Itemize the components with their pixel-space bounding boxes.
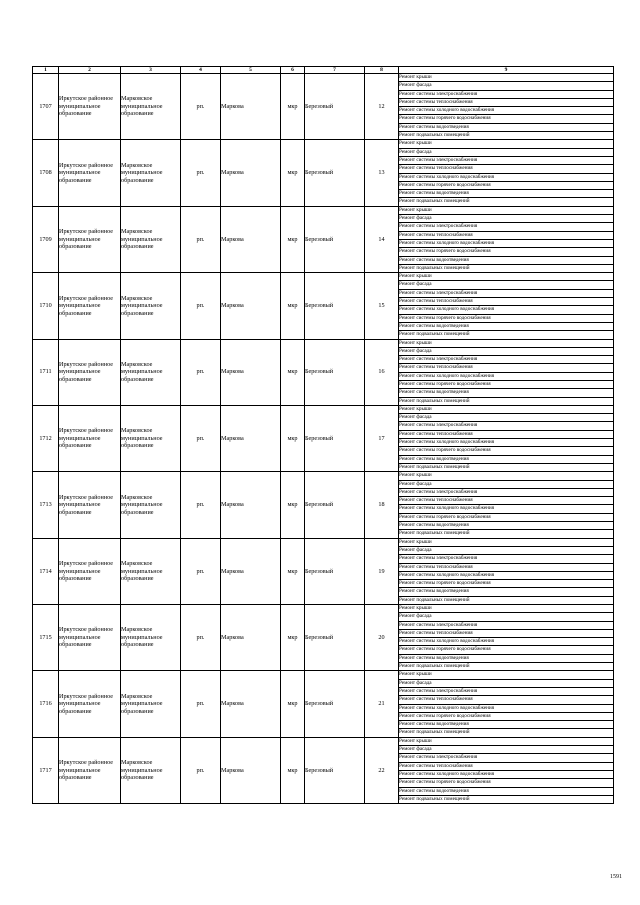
work-type-cell: Ремонт подвальных помещений [399, 331, 614, 339]
work-type-cell: Ремонт системы водоотведения [399, 322, 614, 330]
district-cell: Иркутское районное муниципальное образование [59, 339, 121, 405]
work-type-cell: Ремонт фасада [399, 347, 614, 355]
house-number-cell: 18 [365, 472, 399, 538]
work-type-cell: Ремонт системы водоотведения [399, 654, 614, 662]
locality-type-cell: рп. [181, 74, 221, 140]
table-row [33, 74, 614, 82]
row-number: 1709 [33, 206, 59, 272]
table-row [33, 671, 614, 679]
work-type-cell: Ремонт системы холодного водоснабжения [399, 306, 614, 314]
street-cell: Березовый [305, 140, 365, 206]
column-number: 9 [399, 67, 614, 74]
work-type-cell: Ремонт системы электроснабжения [399, 356, 614, 364]
repair-program-table [32, 66, 614, 804]
column-number: 5 [221, 67, 281, 74]
house-number-cell: 19 [365, 538, 399, 604]
work-type-cell: Ремонт системы электроснабжения [399, 90, 614, 98]
district-cell: Иркутское районное муниципальное образование [59, 140, 121, 206]
work-type-cell: Ремонт системы теплоснабжения [399, 762, 614, 770]
row-number: 1715 [33, 605, 59, 671]
locality-cell: Маркова [221, 472, 281, 538]
work-type-cell: Ремонт системы теплоснабжения [399, 364, 614, 372]
table-row [33, 472, 614, 480]
house-number-cell: 17 [365, 405, 399, 471]
district-cell: Иркутское районное муниципальное образование [59, 405, 121, 471]
table-row [33, 405, 614, 413]
house-number-cell: 14 [365, 206, 399, 272]
work-type-cell: Ремонт подвальных помещений [399, 132, 614, 140]
work-type-cell: Ремонт подвальных помещений [399, 795, 614, 803]
locality-cell: Маркова [221, 206, 281, 272]
work-type-cell: Ремонт системы горячего водоснабжения [399, 712, 614, 720]
work-type-cell: Ремонт подвальных помещений [399, 198, 614, 206]
work-type-cell: Ремонт системы холодного водоснабжения [399, 439, 614, 447]
row-number: 1714 [33, 538, 59, 604]
work-type-cell: Ремонт системы горячего водоснабжения [399, 380, 614, 388]
work-type-cell: Ремонт системы водоотведения [399, 123, 614, 131]
street-type-cell: мкр [281, 472, 305, 538]
column-number: 1 [33, 67, 59, 74]
locality-cell: Маркова [221, 74, 281, 140]
street-type-cell: мкр [281, 538, 305, 604]
street-cell: Березовый [305, 339, 365, 405]
settlement-cell: Марковское муниципальное образование [121, 140, 181, 206]
district-cell: Иркутское районное муниципальное образование [59, 671, 121, 737]
street-cell: Березовый [305, 737, 365, 803]
table-row [33, 140, 614, 148]
work-type-cell: Ремонт фасада [399, 148, 614, 156]
locality-type-cell: рп. [181, 671, 221, 737]
work-type-cell: Ремонт крыши [399, 140, 614, 148]
locality-cell: Маркова [221, 140, 281, 206]
locality-type-cell: рп. [181, 273, 221, 339]
work-type-cell: Ремонт системы электроснабжения [399, 621, 614, 629]
street-cell: Березовый [305, 405, 365, 471]
work-type-cell: Ремонт системы горячего водоснабжения [399, 646, 614, 654]
locality-type-cell: рп. [181, 538, 221, 604]
street-cell: Березовый [305, 472, 365, 538]
district-cell: Иркутское районное муниципальное образование [59, 538, 121, 604]
settlement-cell: Марковское муниципальное образование [121, 538, 181, 604]
settlement-cell: Марковское муниципальное образование [121, 737, 181, 803]
work-type-cell: Ремонт подвальных помещений [399, 729, 614, 737]
district-cell: Иркутское районное муниципальное образование [59, 605, 121, 671]
work-type-cell: Ремонт крыши [399, 605, 614, 613]
column-number: 7 [305, 67, 365, 74]
work-type-cell: Ремонт системы теплоснабжения [399, 497, 614, 505]
work-type-cell: Ремонт системы холодного водоснабжения [399, 770, 614, 778]
district-cell: Иркутское районное муниципальное образование [59, 74, 121, 140]
house-number-cell: 15 [365, 273, 399, 339]
house-number-cell: 12 [365, 74, 399, 140]
settlement-cell: Марковское муниципальное образование [121, 605, 181, 671]
work-type-cell: Ремонт системы горячего водоснабжения [399, 181, 614, 189]
work-type-cell: Ремонт системы электроснабжения [399, 687, 614, 695]
work-type-cell: Ремонт крыши [399, 671, 614, 679]
locality-cell: Маркова [221, 405, 281, 471]
work-type-cell: Ремонт крыши [399, 339, 614, 347]
locality-type-cell: рп. [181, 206, 221, 272]
locality-cell: Маркова [221, 538, 281, 604]
locality-cell: Маркова [221, 671, 281, 737]
column-number: 8 [365, 67, 399, 74]
table-row [33, 605, 614, 613]
settlement-cell: Марковское муниципальное образование [121, 74, 181, 140]
work-type-cell: Ремонт крыши [399, 273, 614, 281]
table-row [33, 339, 614, 347]
house-number-cell: 22 [365, 737, 399, 803]
street-cell: Березовый [305, 74, 365, 140]
street-type-cell: мкр [281, 605, 305, 671]
page-number: 1591 [610, 874, 622, 880]
house-number-cell: 13 [365, 140, 399, 206]
work-type-cell: Ремонт системы электроснабжения [399, 555, 614, 563]
work-type-cell: Ремонт крыши [399, 737, 614, 745]
work-type-cell: Ремонт фасада [399, 546, 614, 554]
row-number: 1710 [33, 273, 59, 339]
work-type-cell: Ремонт подвальных помещений [399, 596, 614, 604]
house-number-cell: 21 [365, 671, 399, 737]
street-type-cell: мкр [281, 737, 305, 803]
column-number: 3 [121, 67, 181, 74]
work-type-cell: Ремонт системы теплоснабжения [399, 629, 614, 637]
table-row [33, 273, 614, 281]
work-type-cell: Ремонт фасада [399, 746, 614, 754]
settlement-cell: Марковское муниципальное образование [121, 472, 181, 538]
street-cell: Березовый [305, 273, 365, 339]
table-row [33, 737, 614, 745]
house-number-cell: 20 [365, 605, 399, 671]
work-type-cell: Ремонт системы горячего водоснабжения [399, 513, 614, 521]
settlement-cell: Марковское муниципальное образование [121, 339, 181, 405]
work-type-cell: Ремонт системы электроснабжения [399, 223, 614, 231]
table-row [33, 206, 614, 214]
row-number: 1712 [33, 405, 59, 471]
work-type-cell: Ремонт системы водоотведения [399, 455, 614, 463]
work-type-cell: Ремонт системы водоотведения [399, 389, 614, 397]
work-type-cell: Ремонт крыши [399, 472, 614, 480]
work-type-cell: Ремонт системы горячего водоснабжения [399, 447, 614, 455]
row-number: 1717 [33, 737, 59, 803]
locality-cell: Маркова [221, 737, 281, 803]
street-type-cell: мкр [281, 339, 305, 405]
street-type-cell: мкр [281, 405, 305, 471]
locality-type-cell: рп. [181, 405, 221, 471]
district-cell: Иркутское районное муниципальное образование [59, 737, 121, 803]
locality-type-cell: рп. [181, 605, 221, 671]
settlement-cell: Марковское муниципальное образование [121, 273, 181, 339]
work-type-cell: Ремонт фасада [399, 82, 614, 90]
locality-type-cell: рп. [181, 140, 221, 206]
work-type-cell: Ремонт подвальных помещений [399, 530, 614, 538]
work-type-cell: Ремонт фасада [399, 414, 614, 422]
column-number: 6 [281, 67, 305, 74]
work-type-cell: Ремонт системы холодного водоснабжения [399, 107, 614, 115]
house-number-cell: 16 [365, 339, 399, 405]
work-type-cell: Ремонт подвальных помещений [399, 463, 614, 471]
work-type-cell: Ремонт фасада [399, 281, 614, 289]
work-type-cell: Ремонт системы электроснабжения [399, 422, 614, 430]
work-type-cell: Ремонт системы электроснабжения [399, 488, 614, 496]
street-type-cell: мкр [281, 671, 305, 737]
row-number: 1711 [33, 339, 59, 405]
work-type-cell: Ремонт системы водоотведения [399, 588, 614, 596]
locality-cell: Маркова [221, 605, 281, 671]
work-type-cell: Ремонт системы теплоснабжения [399, 98, 614, 106]
street-cell: Березовый [305, 671, 365, 737]
locality-type-cell: рп. [181, 737, 221, 803]
column-number: 2 [59, 67, 121, 74]
work-type-cell: Ремонт системы холодного водоснабжения [399, 704, 614, 712]
work-type-cell: Ремонт системы холодного водоснабжения [399, 372, 614, 380]
settlement-cell: Марковское муниципальное образование [121, 405, 181, 471]
work-type-cell: Ремонт крыши [399, 74, 614, 82]
street-cell: Березовый [305, 206, 365, 272]
street-type-cell: мкр [281, 273, 305, 339]
street-type-cell: мкр [281, 206, 305, 272]
work-type-cell: Ремонт системы горячего водоснабжения [399, 779, 614, 787]
work-type-cell: Ремонт системы теплоснабжения [399, 298, 614, 306]
work-type-cell: Ремонт фасада [399, 215, 614, 223]
work-type-cell: Ремонт фасада [399, 679, 614, 687]
work-type-cell: Ремонт фасада [399, 480, 614, 488]
work-type-cell: Ремонт подвальных помещений [399, 663, 614, 671]
work-type-cell: Ремонт подвальных помещений [399, 397, 614, 405]
district-cell: Иркутское районное муниципальное образование [59, 273, 121, 339]
work-type-cell: Ремонт системы холодного водоснабжения [399, 571, 614, 579]
work-type-cell: Ремонт фасада [399, 613, 614, 621]
work-type-cell: Ремонт крыши [399, 405, 614, 413]
work-type-cell: Ремонт крыши [399, 538, 614, 546]
work-type-cell: Ремонт системы электроснабжения [399, 289, 614, 297]
column-number: 4 [181, 67, 221, 74]
work-type-cell: Ремонт системы холодного водоснабжения [399, 638, 614, 646]
work-type-cell: Ремонт системы холодного водоснабжения [399, 505, 614, 513]
work-type-cell: Ремонт системы теплоснабжения [399, 563, 614, 571]
work-type-cell: Ремонт системы водоотведения [399, 522, 614, 530]
street-type-cell: мкр [281, 140, 305, 206]
work-type-cell: Ремонт системы горячего водоснабжения [399, 314, 614, 322]
locality-type-cell: рп. [181, 339, 221, 405]
row-number: 1708 [33, 140, 59, 206]
locality-type-cell: рп. [181, 472, 221, 538]
work-type-cell: Ремонт системы теплоснабжения [399, 696, 614, 704]
street-type-cell: мкр [281, 74, 305, 140]
row-number: 1716 [33, 671, 59, 737]
work-type-cell: Ремонт системы горячего водоснабжения [399, 248, 614, 256]
work-type-cell: Ремонт системы теплоснабжения [399, 430, 614, 438]
work-type-cell: Ремонт системы холодного водоснабжения [399, 173, 614, 181]
work-type-cell: Ремонт подвальных помещений [399, 264, 614, 272]
work-type-cell: Ремонт системы теплоснабжения [399, 165, 614, 173]
locality-cell: Маркова [221, 339, 281, 405]
work-type-cell: Ремонт системы водоотведения [399, 256, 614, 264]
district-cell: Иркутское районное муниципальное образование [59, 472, 121, 538]
work-type-cell: Ремонт системы электроснабжения [399, 156, 614, 164]
row-number: 1707 [33, 74, 59, 140]
work-type-cell: Ремонт крыши [399, 206, 614, 214]
settlement-cell: Марковское муниципальное образование [121, 206, 181, 272]
row-number: 1713 [33, 472, 59, 538]
work-type-cell: Ремонт системы водоотведения [399, 190, 614, 198]
locality-cell: Маркова [221, 273, 281, 339]
work-type-cell: Ремонт системы водоотведения [399, 787, 614, 795]
work-type-cell: Ремонт системы холодного водоснабжения [399, 239, 614, 247]
district-cell: Иркутское районное муниципальное образование [59, 206, 121, 272]
work-type-cell: Ремонт системы горячего водоснабжения [399, 580, 614, 588]
work-type-cell: Ремонт системы теплоснабжения [399, 231, 614, 239]
street-cell: Березовый [305, 605, 365, 671]
street-cell: Березовый [305, 538, 365, 604]
settlement-cell: Марковское муниципальное образование [121, 671, 181, 737]
work-type-cell: Ремонт системы водоотведения [399, 721, 614, 729]
column-number-row [33, 67, 614, 74]
work-type-cell: Ремонт системы горячего водоснабжения [399, 115, 614, 123]
table-row [33, 538, 614, 546]
work-type-cell: Ремонт системы электроснабжения [399, 754, 614, 762]
